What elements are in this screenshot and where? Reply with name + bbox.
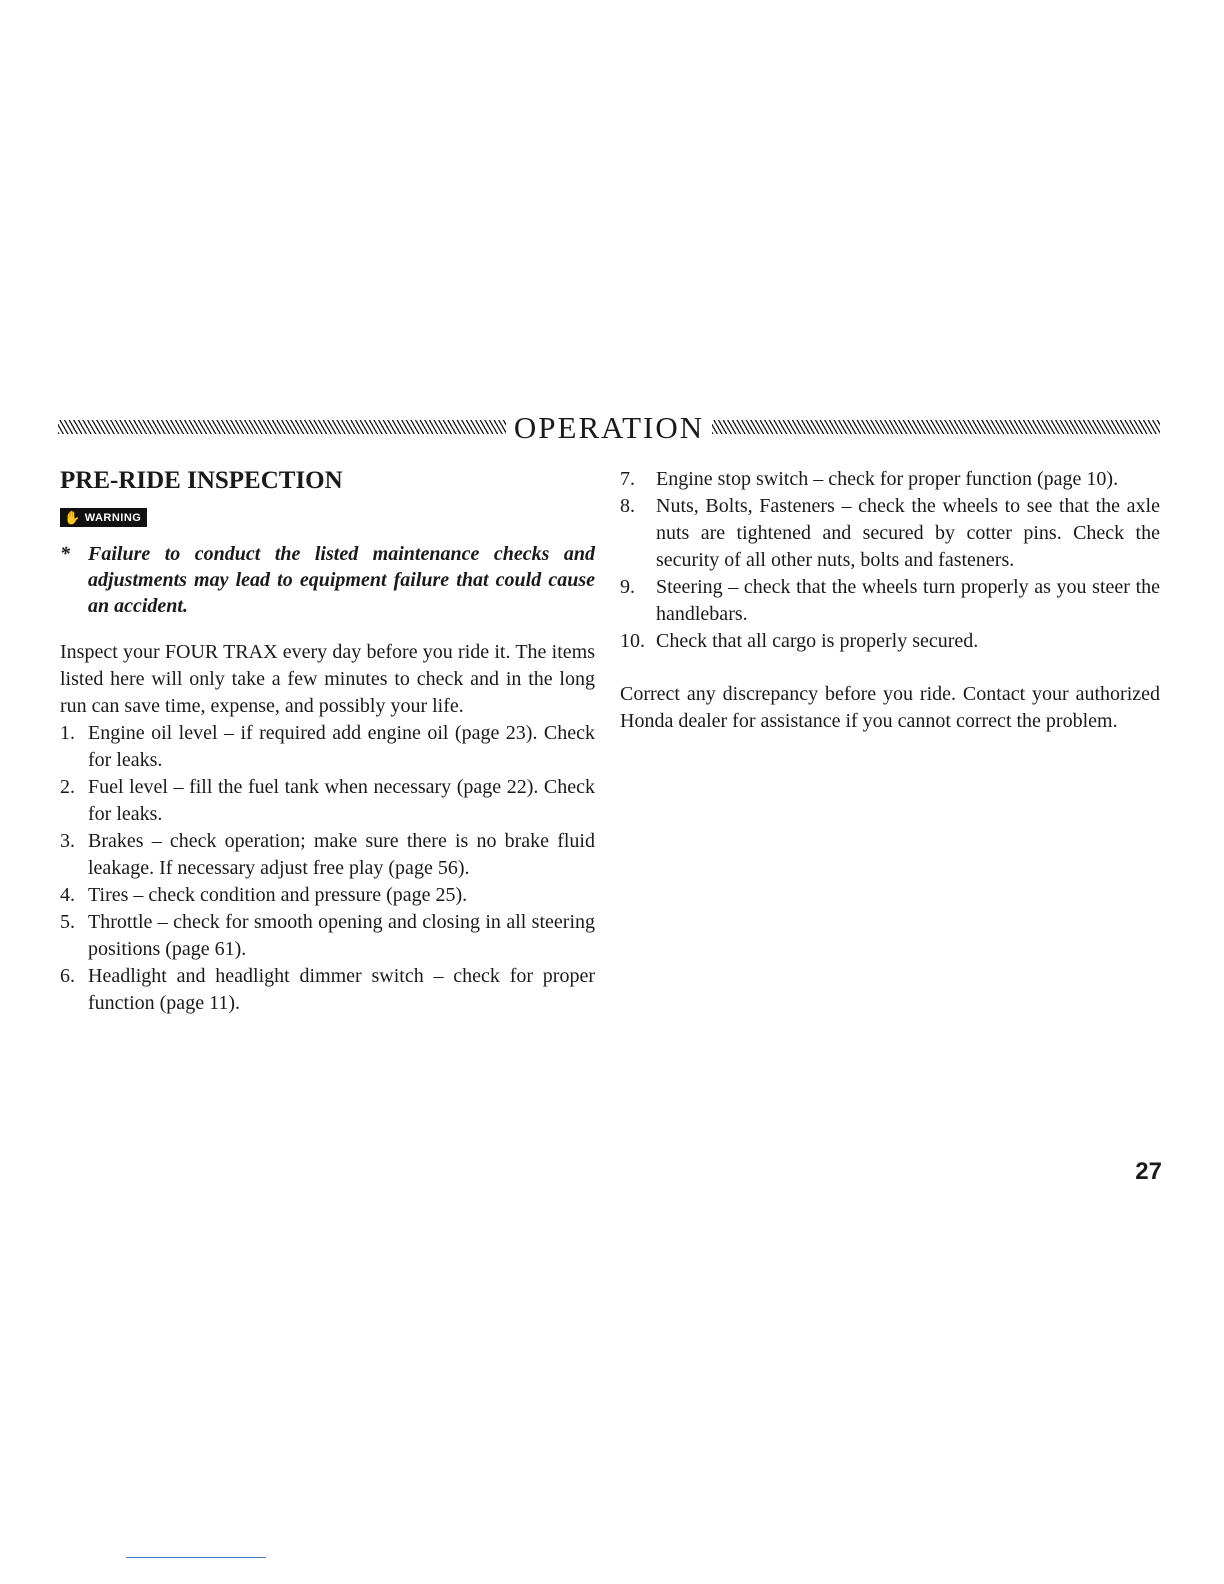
list-item: [60, 882, 595, 909]
list-item-number: 7.: [620, 468, 635, 490]
list-item-text: Brakes – check operation; make sure there is no brake fluid leakage. If necessary adjust free play (page 56).: [88, 830, 595, 879]
section-header: [58, 404, 1160, 450]
list-item-number: 2.: [60, 776, 75, 798]
hand-warning-icon: ✋: [64, 510, 81, 525]
list-item-text: Headlight and headlight dimmer switch – check for proper function (page 11).: [88, 965, 595, 1014]
list-item-text: Throttle – check for smooth opening and closing in all steering positions (page 61).: [88, 911, 595, 960]
section-title: OPERATION: [513, 409, 705, 445]
list-item: [60, 774, 595, 828]
warning-note: [60, 541, 595, 619]
list-item-text: Tires – check condition and pressure (page 25).: [88, 884, 468, 906]
list-item: [60, 828, 595, 882]
list-item: [620, 628, 1160, 655]
warning-badge-label: WARNING: [84, 511, 142, 524]
warning-badge: [60, 508, 147, 527]
list-item-number: 5.: [60, 911, 75, 933]
list-item-number: 6.: [60, 965, 75, 987]
list-item-text: Steering – check that the wheels turn properly as you steer the handlebars.: [656, 576, 1160, 625]
list-item-number: 10.: [620, 630, 645, 652]
list-item-number: 3.: [60, 830, 75, 852]
list-item-text: Check that all cargo is properly secured.: [656, 630, 979, 652]
list-item-number: 1.: [60, 722, 75, 744]
page-number: 27: [1135, 1158, 1162, 1185]
list-item: [60, 720, 595, 774]
list-item: [620, 493, 1160, 574]
header-hatch-left: [58, 420, 506, 434]
intro-paragraph: Inspect your FOUR TRAX every day before you ride it. The items listed here will only take a few minutes to check and in the long run can save time, expense, and possibly your life.: [60, 641, 595, 717]
list-item-number: 4.: [60, 884, 75, 906]
page-heading: PRE-RIDE INSPECTION: [60, 467, 343, 494]
list-item-number: 9.: [620, 576, 635, 598]
list-item-number: 8.: [620, 495, 635, 517]
header-hatch-right: [712, 420, 1160, 434]
footer-rule: [126, 1557, 266, 1558]
list-item-text: Nuts, Bolts, Fasteners – check the wheels to see that the axle nuts are tightened and secured by cotter pins. Check the security of all other nuts, bolts and fasteners.: [656, 495, 1160, 571]
right-column: [620, 466, 1160, 735]
list-item-text: Fuel level – fill the fuel tank when necessary (page 22). Check for leaks.: [88, 776, 595, 825]
warning-bullet: *: [60, 543, 70, 565]
list-item: [60, 963, 595, 1017]
left-column: [60, 466, 595, 1017]
closing-paragraph: Correct any discrepancy before you ride. Contact your authorized Honda dealer for assistance if you cannot correct the problem.: [620, 683, 1160, 732]
list-item: [620, 466, 1160, 493]
list-item-text: Engine stop switch – check for proper function (page 10).: [656, 468, 1119, 490]
list-item-text: Engine oil level – if required add engine oil (page 23). Check for leaks.: [88, 722, 595, 771]
warning-body: Failure to conduct the listed maintenance checks and adjustments may lead to equipment failure that could cause an accident.: [88, 543, 595, 617]
inspection-list-right: [620, 466, 1160, 655]
list-item: [60, 909, 595, 963]
list-item: [620, 574, 1160, 628]
inspection-list-left: [60, 720, 595, 1017]
